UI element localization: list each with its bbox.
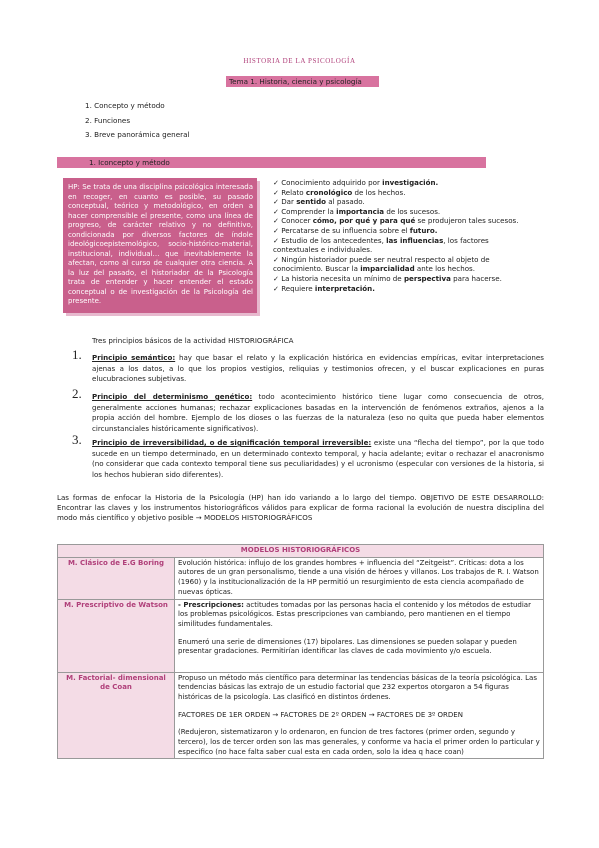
principle-name: Principio del determinismo genético: bbox=[92, 392, 253, 401]
principles-heading: Tres principios básicos de la actividad HISTORIOGRÁFICA bbox=[92, 336, 294, 345]
checklist-item: ✓ Conocimiento adquirido por investigación. bbox=[273, 178, 439, 187]
models-table-header: MODELOS HISTORIOGRÁFICOS bbox=[58, 545, 544, 558]
checklist-item: ✓ Requiere interpretación. bbox=[273, 283, 375, 293]
toc-item: 3. Breve panorámica general bbox=[85, 130, 190, 139]
tema-heading: Tema 1. Historia, ciencia y psicología bbox=[226, 76, 379, 87]
principle-name: Principio de irreversibilidad, o de significación temporal irreversible: bbox=[92, 438, 372, 447]
checklist-item: ✓ Relato cronológico de los hechos. bbox=[273, 187, 406, 197]
principle-item bbox=[72, 432, 544, 481]
document-title: HISTORIA DE LA PSICOLOGÍA bbox=[243, 57, 356, 65]
principle-number: 3. bbox=[72, 432, 82, 447]
table-row bbox=[58, 599, 544, 672]
hp-definition-box: HP: Se trata de una disciplina psicológica interesada en recoger, en cuanto es posible, su pasado conceptual, teórico y metodológico, en orden a hacer comprensible el presente, como una línea de progreso, de carácter relativo y no definitivo, condicionada por diversos factores de índole ideológicoepistemológico, socio-histórico-material, institucional, individual… que inevitablemente la afectan, como al curso de cualquier otra ciencia. A la luz del pasado, el historiador de la Psicología trata de entender y hacer entender el estado conceptual o de investigación de la Psicología del presente. bbox=[63, 178, 257, 313]
model-description: Propuso un método más científico para determinar las tendencias básicas de la teoría psicológica. Las tendencias básicas las extrajo de un estudio factorial que 232 expertos otorgaron a 54 figuras históricas de la psicología. Las clasificó en distintos órdenes. FACTORES DE 1ER ORDEN → FACTORES DE 2º ORDEN → FACTORES DE 3º ORDEN (Redujeron, sistematizaron y lo ordenaron, en funcion de tres factores (primer orden, segundo y tercero), los de tercer orden son las mas generales, y conforme va hacia el primer orden lo particular y especifico (no hace falta saber cual esta en cada orden, solo la idea q hace coan) bbox=[175, 672, 544, 759]
checklist-item: ✓ Dar sentido al pasado. bbox=[273, 197, 365, 207]
checklist-item: ✓ Comprender la importancia de los sucesos. bbox=[273, 206, 441, 216]
principle-number: 2. bbox=[72, 386, 82, 401]
model-name: M. Prescriptivo de Watson bbox=[58, 599, 175, 672]
model-name: M. Factorial- dimensional de Coan bbox=[58, 672, 175, 759]
checklist-item: ✓ Percatarse de su influencia sobre el futuro. bbox=[273, 225, 438, 235]
checklist bbox=[273, 178, 523, 293]
principle-number: 1. bbox=[72, 347, 82, 362]
toc-item: 2. Funciones bbox=[85, 115, 131, 125]
principle-text: hay que basar el relato y la explicación histórica en evidencias empíricas, evitar interpretaciones ajenas a los datos, a lo que los propios vestigios, reliquias y testimonios ofrecen, y el buscar explicaciones en puras elucubraciones subjetivas. bbox=[92, 353, 544, 384]
section-heading: 1. Iconcepto y método bbox=[89, 158, 170, 167]
checklist-item: ✓ Estudio de los antecedentes, las influencias, los factores contextuales e individuales. bbox=[273, 235, 489, 255]
table-row bbox=[58, 557, 544, 599]
toc-item: 1. Concepto y método bbox=[85, 101, 165, 110]
section-heading-bar bbox=[57, 157, 486, 168]
checklist-item: ✓ La historia necesita un mínimo de perspectiva para hacerse. bbox=[273, 273, 502, 283]
model-description: - Prescripciones: actitudes tomadas por las personas hacia el contenido y los métodos de estudiar los problemas psicológicos. Estas prescripciones van cambiando, pero mantienen en el tiempo similitudes fundamentales. Enumeró una serie de dimensiones (17) bipolares. Las dimensiones se pueden solapar y pueden presentar gradaciones. Permitirían identificar las claves de cada movimiento y/o escuela. bbox=[175, 599, 544, 672]
models-intro-paragraph: Las formas de enfocar la Historia de la Psicología (HP) han ido variando a lo largo del tiempo. OBJETIVO DE ESTE DESARROLLO: Encontrar las claves y los instrumentos historiográficos válidos para explicar de forma racional la evolución de nuestra disciplina del modo más científico y objetivo posible → MODELOS HISTORIOGRÁFICOS bbox=[57, 493, 544, 522]
checklist-item: ✓ Ningún historiador puede ser neutral respecto al objeto de conocimiento. Buscar la imparcialidad ante los hechos. bbox=[273, 254, 490, 274]
principle-text: existe una “flecha del tiempo”, por la que todo sucede en un tiempo determinado, en un determinado contexto temporal, y hacia adelante; evitar o rechazar el anacronismo (no considerar que cada contexto temporal tiene sus peculiaridades) y el ucronismo (especular con versiones de la historia, si los hechos hubieran sido diferentes). bbox=[92, 438, 544, 480]
table-of-contents bbox=[85, 99, 190, 143]
principle-item bbox=[72, 347, 544, 385]
principle-text: todo acontecimiento histórico tiene lugar como consecuencia de otros, generalmente acciones humanas; rechazar explicaciones basadas en la intervención de fenómenos extraños, ajenos a la propia acción del hombre. Ejemplo de los dioses o las fuerzas de la naturaleza (eso no quita que pueda haber elementos circunstanciales históricamente significativos). bbox=[92, 392, 544, 434]
principle-item bbox=[72, 386, 544, 435]
model-description: Evolución histórica: influjo de los grandes hombres + influencia del “Zeitgeist”. Críticas: dota a los autores de un gran personalismo, tiende a una visión de héroes y villanos. Los trabajos de R. I. Watson (1960) y la institucionalización de la HP permitió un resurgimiento de esta ciencia acompañado de nuevas ópticas. bbox=[175, 557, 544, 599]
checklist-item: ✓ Conocer cómo, por qué y para qué se produjeron tales sucesos. bbox=[273, 216, 519, 226]
principle-name: Principio semántico: bbox=[92, 353, 176, 362]
models-table bbox=[57, 544, 544, 759]
table-row bbox=[58, 672, 544, 759]
model-name: M. Clásico de E.G Boring bbox=[58, 557, 175, 599]
